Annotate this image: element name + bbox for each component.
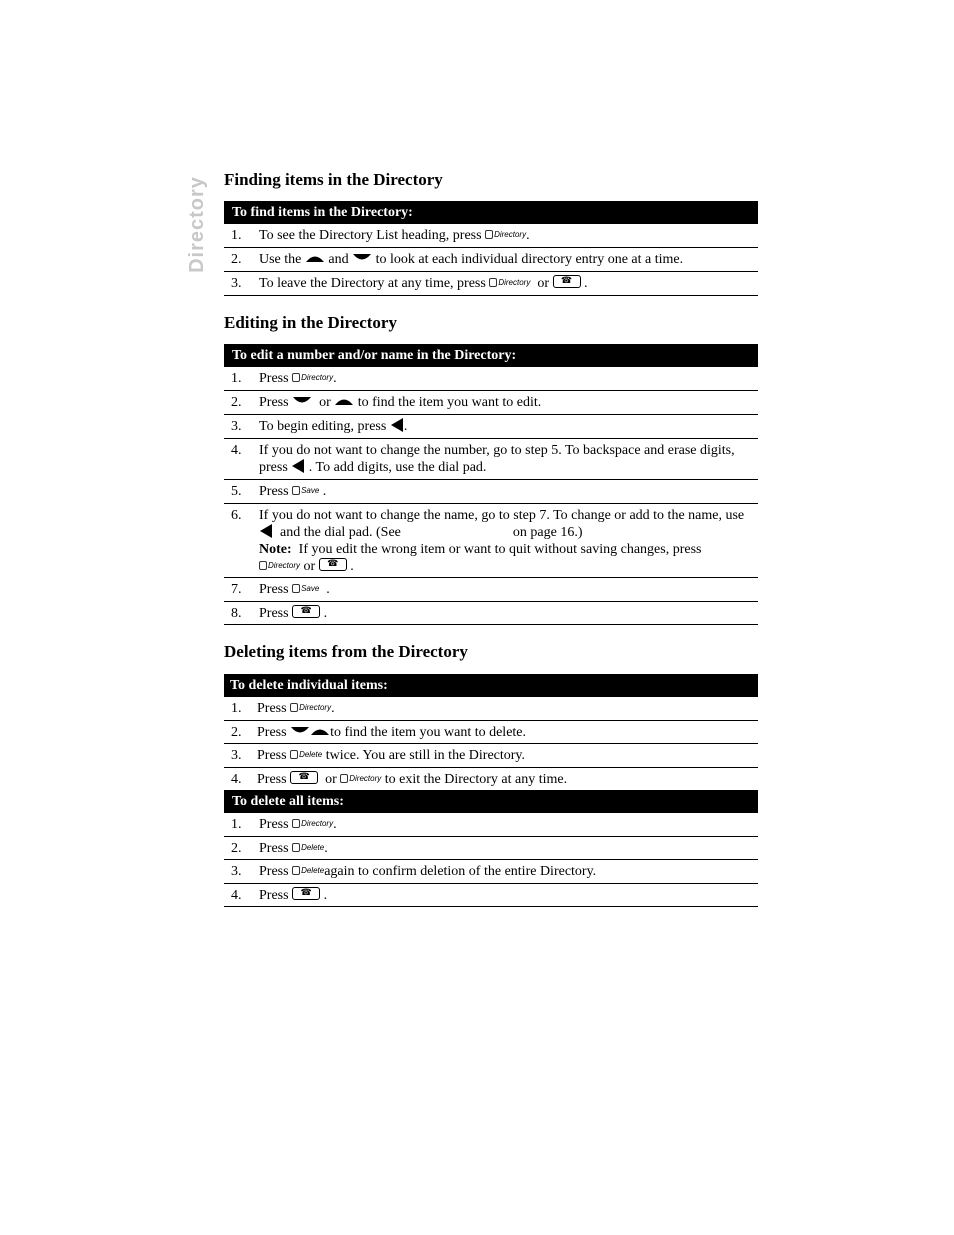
delete-key-icon: Delete bbox=[292, 866, 324, 876]
edit-step-1 bbox=[224, 367, 758, 391]
left-arrow-icon bbox=[390, 418, 404, 432]
step-text: to exit the Directory at any time. bbox=[384, 772, 568, 787]
step-number: 4. bbox=[231, 772, 242, 787]
delete-step-3 bbox=[224, 744, 758, 768]
left-arrow-icon bbox=[259, 524, 273, 538]
step-text: Press bbox=[257, 701, 287, 716]
step-text: . bbox=[323, 888, 328, 903]
delete-all-step-4 bbox=[224, 884, 758, 907]
step-text: and the dial pad. (See bbox=[280, 525, 401, 540]
step-text: . bbox=[333, 371, 337, 386]
delete-all-step-2 bbox=[224, 837, 758, 860]
edit-step-7 bbox=[224, 578, 758, 602]
step-number: 3. bbox=[231, 276, 242, 291]
directory-key-icon: Directory bbox=[485, 230, 526, 240]
edit-step-8 bbox=[224, 602, 758, 625]
step-text: or bbox=[325, 772, 337, 787]
scroll-down-icon bbox=[290, 726, 310, 736]
step-number: 2. bbox=[231, 725, 242, 740]
side-tab-label: Directory bbox=[185, 175, 208, 273]
step-number: 4. bbox=[231, 888, 242, 903]
step-text: To begin editing, press bbox=[259, 419, 387, 434]
step-text: If you do not want to change the name, go to step 7. To change or add to the name, use bbox=[259, 508, 745, 523]
step-number: 1. bbox=[231, 817, 242, 832]
step-text: Press bbox=[259, 817, 289, 832]
step-text: Press bbox=[259, 484, 289, 499]
find-step-3 bbox=[224, 272, 758, 296]
phone-end-icon: ☎ bbox=[290, 771, 318, 784]
step-text: . bbox=[526, 228, 530, 243]
step-text: . bbox=[350, 559, 354, 574]
step-text: again to confirm deletion of the entire Directory. bbox=[324, 864, 597, 879]
delete-procedure bbox=[224, 674, 758, 907]
directory-key-icon: Directory bbox=[292, 373, 333, 383]
phone-end-icon: ☎ bbox=[292, 887, 320, 900]
step-text: . bbox=[322, 484, 327, 499]
edit-step-2 bbox=[224, 391, 758, 415]
edit-step-3 bbox=[224, 415, 758, 439]
step-number: 1. bbox=[231, 701, 242, 716]
step-number: 3. bbox=[231, 748, 242, 763]
save-key-icon: Save bbox=[292, 486, 319, 496]
phone-end-icon: ☎ bbox=[292, 605, 320, 618]
step-text: . bbox=[326, 582, 330, 597]
scroll-up-icon bbox=[334, 396, 354, 406]
step-text: If you do not want to change the number, go to step 5. To backspace and erase digits, press bbox=[259, 443, 735, 475]
directory-key-icon: Directory bbox=[259, 561, 300, 571]
step-text: . bbox=[584, 276, 588, 291]
delete-individual-bar: To delete individual items: bbox=[224, 674, 758, 697]
step-number: 3. bbox=[231, 864, 242, 879]
step-text: to look at each individual directory entry one at a time. bbox=[375, 252, 684, 267]
step-number: 8. bbox=[231, 606, 242, 621]
delete-heading: Deleting items from the Directory bbox=[224, 642, 468, 661]
step-number: 4. bbox=[231, 443, 242, 458]
delete-step-1 bbox=[224, 697, 758, 721]
left-arrow-icon bbox=[291, 459, 305, 473]
edit-step-4 bbox=[224, 439, 758, 480]
step-text: . bbox=[333, 817, 337, 832]
scroll-down-icon bbox=[352, 253, 372, 263]
step-text: . bbox=[403, 419, 408, 434]
edit-step-5 bbox=[224, 480, 758, 504]
step-number: 1. bbox=[231, 228, 242, 243]
step-text: Press bbox=[259, 841, 289, 856]
step-text: Press bbox=[259, 864, 289, 879]
side-tab bbox=[176, 175, 218, 273]
edit-step-6 bbox=[224, 504, 758, 578]
scroll-up-icon bbox=[305, 253, 325, 263]
step-text: on page 16.) bbox=[512, 525, 583, 540]
scroll-up-icon bbox=[310, 726, 330, 736]
edit-bar: To edit a number and/or name in the Directory: bbox=[224, 344, 758, 367]
step-text: Press bbox=[259, 606, 289, 621]
scroll-down-icon bbox=[292, 396, 312, 406]
step-text: or bbox=[303, 559, 316, 574]
step-text: Press bbox=[259, 395, 289, 410]
step-number: 7. bbox=[231, 582, 242, 597]
step-text: Press bbox=[257, 772, 287, 787]
edit-procedure bbox=[224, 344, 758, 625]
step-number: 2. bbox=[231, 841, 242, 856]
find-step-2 bbox=[224, 248, 758, 272]
edit-heading: Editing in the Directory bbox=[224, 313, 397, 332]
step-number: 3. bbox=[231, 419, 242, 434]
note-text: If you edit the wrong item or want to quit without saving changes, press bbox=[298, 542, 702, 557]
step-number: 5. bbox=[231, 484, 242, 499]
find-bar: To find items in the Directory: bbox=[224, 201, 758, 224]
step-text: . bbox=[324, 841, 328, 856]
find-step-1 bbox=[224, 224, 758, 248]
delete-key-icon: Delete bbox=[292, 843, 324, 853]
delete-step-4 bbox=[224, 768, 758, 790]
save-key-icon: Save bbox=[292, 584, 319, 594]
step-text: twice. You are still in the Directory. bbox=[325, 748, 526, 763]
directory-key-icon: Directory bbox=[489, 278, 530, 288]
step-number: 6. bbox=[231, 508, 242, 523]
step-text: and bbox=[328, 252, 349, 267]
step-text: or bbox=[319, 395, 331, 410]
delete-all-step-3 bbox=[224, 860, 758, 884]
step-text: Use the bbox=[259, 252, 302, 267]
step-text: to find the item you want to delete. bbox=[330, 725, 527, 740]
note-label: Note: bbox=[259, 542, 292, 557]
directory-key-icon: Directory bbox=[290, 703, 331, 713]
step-text: Press bbox=[259, 371, 289, 386]
step-text: . bbox=[331, 701, 335, 716]
step-text: . bbox=[323, 606, 328, 621]
step-text: . To add digits, use the dial pad. bbox=[308, 460, 487, 475]
step-text: to find the item you want to edit. bbox=[357, 395, 542, 410]
step-number: 1. bbox=[231, 371, 242, 386]
step-text: Press bbox=[259, 888, 289, 903]
step-number: 2. bbox=[231, 395, 242, 410]
step-text: Press bbox=[257, 748, 287, 763]
directory-key-icon: Directory bbox=[292, 819, 333, 829]
directory-key-icon: Directory bbox=[340, 774, 381, 784]
step-text: To leave the Directory at any time, press bbox=[259, 276, 486, 291]
step-text: or bbox=[537, 276, 550, 291]
step-number: 2. bbox=[231, 252, 242, 267]
step-text: Press bbox=[259, 582, 289, 597]
find-heading: Finding items in the Directory bbox=[224, 170, 443, 189]
phone-end-icon: ☎ bbox=[553, 275, 581, 288]
phone-end-icon: ☎ bbox=[319, 558, 347, 571]
delete-step-2 bbox=[224, 721, 758, 744]
delete-key-icon: Delete bbox=[290, 750, 322, 760]
step-text: Press bbox=[257, 725, 287, 740]
delete-all-step-1 bbox=[224, 813, 758, 837]
find-procedure bbox=[224, 201, 758, 296]
step-text: To see the Directory List heading, press bbox=[259, 228, 482, 243]
delete-all-bar: To delete all items: bbox=[224, 790, 758, 813]
